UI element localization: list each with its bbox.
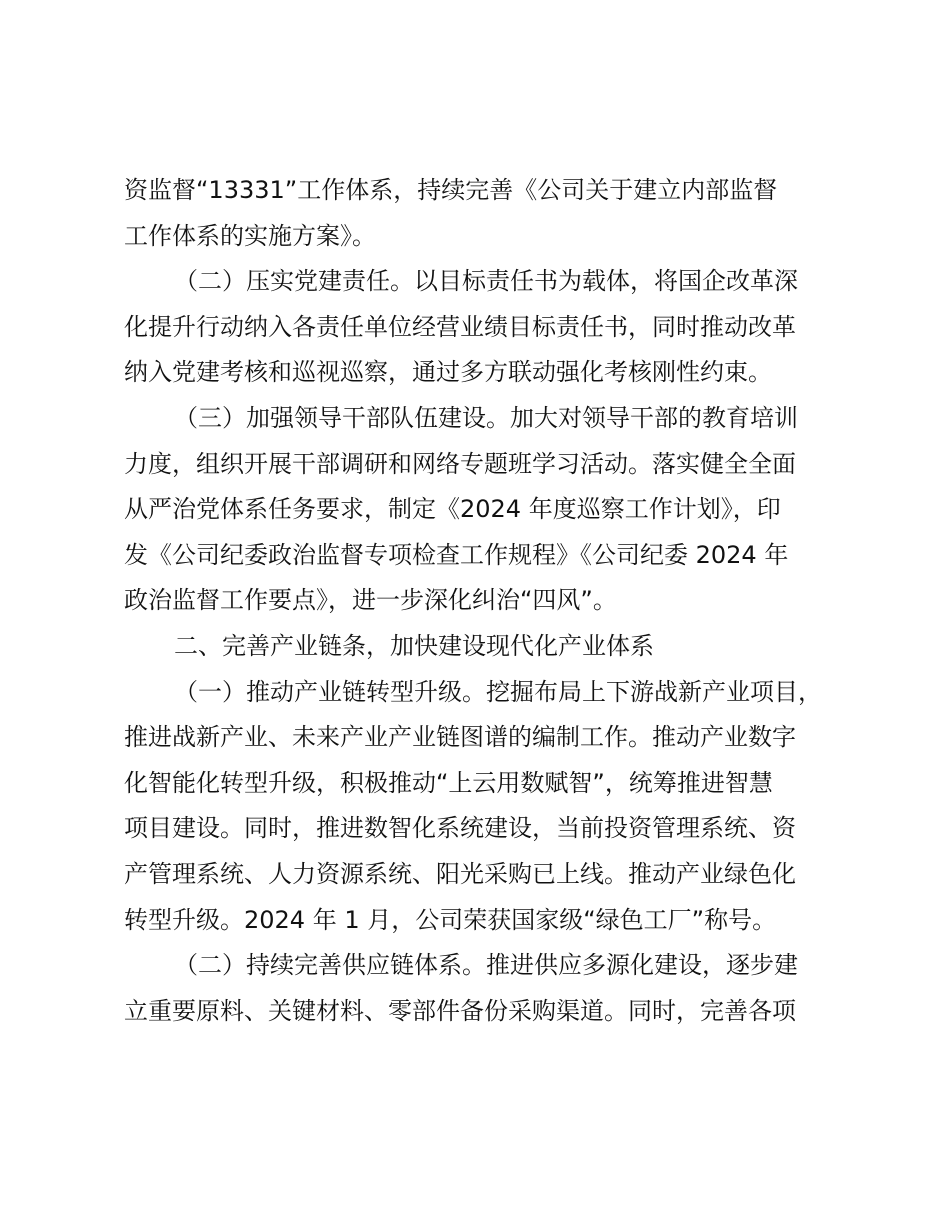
text-line: 推进战新产业、未来产业产业链图谱的编制工作。推动产业数字 [124, 723, 796, 752]
document-body [124, 168, 824, 1034]
text-line: 资监督“13331”工作体系，持续完善《公司关于建立内部监督 [124, 176, 778, 204]
section-heading: 二、完善产业链条，加快建设现代化产业体系 [174, 631, 654, 660]
text-line: 力度，组织开展干部调研和网络专题班学习活动。落实健全全面 [124, 449, 796, 478]
text-line: 工作体系的实施方案》。 [124, 221, 376, 250]
text-line: 化提升行动纳入各责任单位经营业绩目标责任书，同时推动改革 [124, 312, 796, 341]
text-line: 转型升级。2024 年 1 月，公司荣获国家级“绿色工厂”称号。 [124, 905, 777, 934]
paragraph-start-line: （二）压实党建责任。以目标责任书为载体，将国企改革深 [174, 267, 798, 296]
paragraph-start-line: （二）持续完善供应链体系。推进供应多源化建设，逐步建 [174, 951, 798, 980]
text-line: 政治监督工作要点》，进一步深化纠治“四风”。 [124, 586, 617, 615]
text-line: 项目建设。同时，推进数智化系统建设，当前投资管理系统、资 [124, 814, 796, 843]
text-line: 从严治党体系任务要求，制定《2024 年度巡察工作计划》，印 [124, 495, 781, 524]
paragraph-start-line: （一）推动产业链转型升级。挖掘布局上下游战新产业项目， [174, 677, 822, 706]
text-line: 立重要原料、关键材料、零部件备份采购渠道。同时，完善各项 [124, 996, 796, 1025]
text-line: 发《公司纪委政治监督专项检查工作规程》《公司纪委 2024 年 [124, 540, 789, 569]
text-line: 化智能化转型升级，积极推动“上云用数赋智”，统筹推进智慧 [124, 768, 773, 797]
paragraph-start-line: （三）加强领导干部队伍建设。加大对领导干部的教育培训 [174, 403, 798, 432]
text-line: 纳入党建考核和巡视巡察，通过多方联动强化考核刚性约束。 [124, 358, 772, 387]
text-line: 产管理系统、人力资源系统、阳光采购已上线。推动产业绿色化 [124, 859, 796, 888]
